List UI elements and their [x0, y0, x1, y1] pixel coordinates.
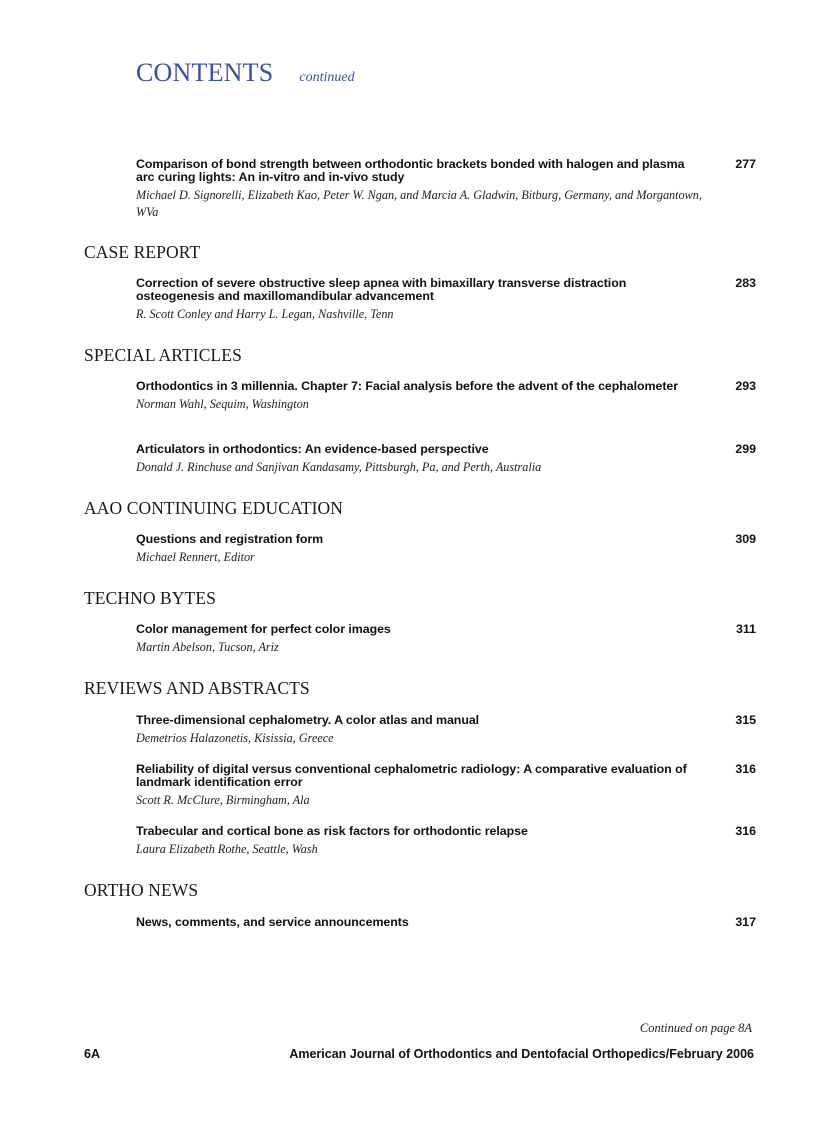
entry-title[interactable]: Color management for perfect color images: [136, 622, 391, 636]
page-subtitle: continued: [299, 70, 355, 85]
entry-authors: R. Scott Conley and Harry L. Legan, Nashville, Tenn: [136, 307, 394, 321]
toc-entry[interactable]: [136, 533, 756, 566]
continued-on-note[interactable]: Continued on page 8A: [639, 1021, 752, 1035]
toc-entry[interactable]: [136, 380, 756, 413]
entry-page-number: 316: [735, 762, 756, 776]
entry-authors: Laura Elizabeth Rothe, Seattle, Wash: [136, 842, 318, 856]
section-heading-ortho-news: ORTHO NEWS: [84, 880, 199, 900]
entry-page-number: 311: [736, 622, 756, 636]
entry-page-number: 283: [735, 276, 756, 290]
entry-page-number: 315: [735, 713, 756, 727]
toc-entry[interactable]: [136, 277, 756, 323]
entry-page-number: 299: [735, 442, 756, 456]
toc-entry[interactable]: [136, 714, 756, 747]
entry-authors: Donald J. Rinchuse and Sanjivan Kandasamy, Pittsburgh, Pa, and Perth, Australia: [136, 460, 542, 474]
entry-title[interactable]: Comparison of bond strength between orthodontic brackets bonded with halogen and plasma arc curing lights: An in-vitro and in-vivo study: [136, 157, 685, 184]
toc-entry[interactable]: [136, 825, 756, 858]
entry-page-number: 316: [735, 824, 756, 838]
entry-title[interactable]: Correction of severe obstructive sleep apnea with bimaxillary transverse distraction osteogenesis and maxillomandibular advancement: [136, 276, 627, 303]
toc-entry[interactable]: [136, 443, 756, 476]
entry-page-number: 293: [735, 379, 756, 393]
section-heading-reviews-and-abstracts: REVIEWS AND ABSTRACTS: [84, 678, 310, 698]
entry-title[interactable]: Trabecular and cortical bone as risk factors for orthodontic relapse: [136, 824, 528, 838]
toc-entry[interactable]: [136, 158, 756, 221]
entry-title[interactable]: Reliability of digital versus conventional cephalometric radiology: A comparative evaluation of landmark identification error: [136, 762, 687, 789]
entry-title[interactable]: Three-dimensional cephalometry. A color atlas and manual: [136, 713, 480, 727]
entry-title[interactable]: Orthodontics in 3 millennia. Chapter 7: Facial analysis before the advent of the cephalometer: [136, 379, 679, 393]
entry-page-number: 317: [735, 915, 756, 929]
entry-authors: Michael D. Signorelli, Elizabeth Kao, Peter W. Ngan, and Marcia A. Gladwin, Bitburg, Germany, and Morgantown, WVa: [136, 188, 702, 219]
entry-authors: Demetrios Halazonetis, Kisissia, Greece: [136, 731, 334, 745]
entry-authors: Michael Rennert, Editor: [136, 550, 255, 564]
section-heading-special-articles: SPECIAL ARTICLES: [84, 345, 242, 365]
entry-page-number: 277: [735, 157, 756, 171]
section-heading-techno-bytes: TECHNO BYTES: [84, 588, 216, 608]
contents-header: [136, 58, 355, 88]
section-heading-case-report: CASE REPORT: [84, 242, 201, 262]
page-folio: 6A: [84, 1047, 100, 1061]
entry-authors: Scott R. McClure, Birmingham, Ala: [136, 793, 310, 807]
toc-entry[interactable]: [136, 916, 756, 929]
section-heading-aao-continuing-education: AAO CONTINUING EDUCATION: [84, 498, 344, 518]
entry-authors: Norman Wahl, Sequim, Washington: [136, 397, 309, 411]
entry-title[interactable]: News, comments, and service announcements: [136, 915, 409, 929]
journal-footer: American Journal of Orthodontics and Dentofacial Orthopedics/February 2006: [289, 1047, 754, 1061]
page-title: CONTENTS: [136, 58, 274, 87]
entry-page-number: 309: [735, 532, 756, 546]
entry-title[interactable]: Articulators in orthodontics: An evidence-based perspective: [136, 442, 489, 456]
toc-entry[interactable]: [136, 623, 756, 656]
entry-authors: Martin Abelson, Tucson, Ariz: [136, 640, 279, 654]
entry-title[interactable]: Questions and registration form: [136, 532, 324, 546]
toc-entry[interactable]: [136, 763, 756, 809]
